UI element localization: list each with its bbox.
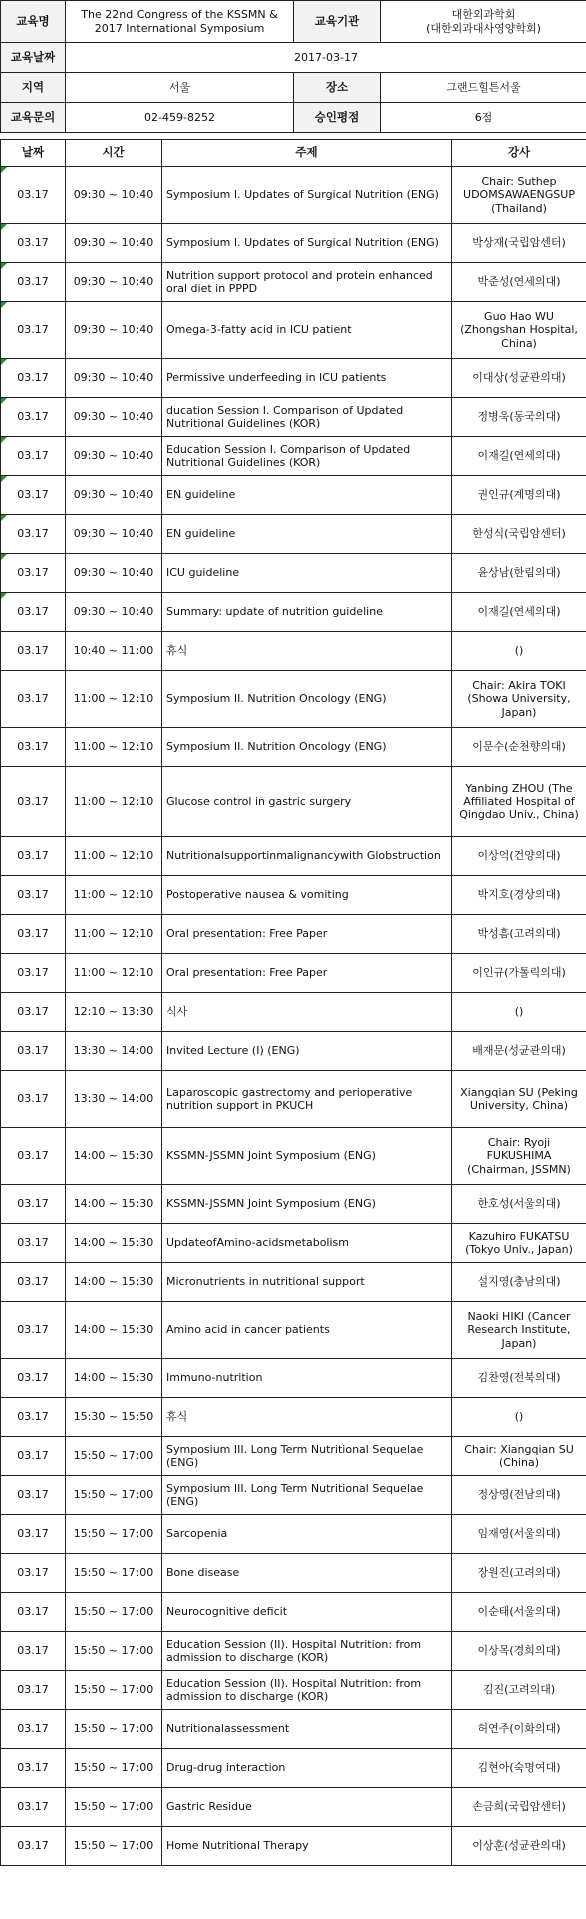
- table-row: [1, 554, 586, 593]
- table-row: [1, 993, 586, 1032]
- row-speaker: 이순태(서울의대): [452, 1593, 586, 1632]
- row-speaker: 이상훈(성균관의대): [452, 1827, 586, 1866]
- row-time: 13:30 ~ 14:00: [66, 1032, 162, 1071]
- row-topic: KSSMN-JSSMN Joint Symposium (ENG): [162, 1185, 452, 1224]
- row-speaker: 김찬영(전북의대): [452, 1359, 586, 1398]
- venue-value: 그랜드힐튼서울: [381, 73, 586, 103]
- date-value: 2017-03-17: [66, 43, 586, 73]
- table-row: [1, 1302, 586, 1359]
- row-speaker: Guo Hao WU (Zhongshan Hospital, China): [452, 302, 586, 359]
- table-row: [1, 167, 586, 224]
- row-time: 11:00 ~ 12:10: [66, 954, 162, 993]
- row-time: 14:00 ~ 15:30: [66, 1128, 162, 1185]
- table-row: [1, 1593, 586, 1632]
- row-speaker: 한성식(국립암센터): [452, 515, 586, 554]
- row-date: 03.17: [1, 837, 66, 876]
- row-speaker: 김진(고려의대): [452, 1671, 586, 1710]
- row-speaker: 이재길(연세의대): [452, 437, 586, 476]
- row-time: 09:30 ~ 10:40: [66, 554, 162, 593]
- row-time: 10:40 ~ 11:00: [66, 632, 162, 671]
- row-speaker: Yanbing ZHOU (The Affiliated Hospital of Qingdao Univ., China): [452, 767, 586, 837]
- course-name-value: The 22nd Congress of the KSSMN & 2017 International Symposium: [66, 1, 294, 43]
- row-date: 03.17: [1, 1032, 66, 1071]
- row-time: 11:00 ~ 12:10: [66, 915, 162, 954]
- row-topic: Omega-3-fatty acid in ICU patient: [162, 302, 452, 359]
- row-date: 03.17: [1, 302, 66, 359]
- row-time: 15:50 ~ 17:00: [66, 1437, 162, 1476]
- table-row: [1, 1554, 586, 1593]
- row-speaker: 이인규(가톨릭의대): [452, 954, 586, 993]
- row-topic: 휴식: [162, 632, 452, 671]
- row-speaker: 정병욱(동국의대): [452, 398, 586, 437]
- row-speaker: 손금희(국립암센터): [452, 1788, 586, 1827]
- region-label: 지역: [1, 73, 66, 103]
- row-speaker: Chair: Ryoji FUKUSHIMA (Chairman, JSSMN): [452, 1128, 586, 1185]
- row-speaker: 이대상(성균관의대): [452, 359, 586, 398]
- row-topic: Symposium III. Long Term Nutritional Sequelae (ENG): [162, 1437, 452, 1476]
- course-info-table: [0, 0, 586, 133]
- course-name-label: 교육명: [1, 1, 66, 43]
- row-time: 12:10 ~ 13:30: [66, 993, 162, 1032]
- header-date: 날짜: [1, 140, 66, 167]
- row-topic: Micronutrients in nutritional support: [162, 1263, 452, 1302]
- row-time: 09:30 ~ 10:40: [66, 593, 162, 632]
- row-topic: Nutritionalsupportinmalignancywith Globstruction: [162, 837, 452, 876]
- table-row: [1, 1476, 586, 1515]
- institution-label: 교육기관: [294, 1, 381, 43]
- row-speaker: (): [452, 1398, 586, 1437]
- row-date: 03.17: [1, 1632, 66, 1671]
- row-date: 03.17: [1, 1128, 66, 1185]
- row-topic: ICU guideline: [162, 554, 452, 593]
- row-topic: 휴식: [162, 1398, 452, 1437]
- row-speaker: 설지영(충남의대): [452, 1263, 586, 1302]
- row-time: 15:50 ~ 17:00: [66, 1554, 162, 1593]
- table-row: [1, 1515, 586, 1554]
- row-date: 03.17: [1, 1671, 66, 1710]
- table-row: [1, 632, 586, 671]
- row-topic: Symposium III. Long Term Nutritional Sequelae (ENG): [162, 1476, 452, 1515]
- row-topic: ducation Session I. Comparison of Updated Nutritional Guidelines (KOR): [162, 398, 452, 437]
- row-topic: Nutritionalassessment: [162, 1710, 452, 1749]
- row-date: 03.17: [1, 767, 66, 837]
- row-date: 03.17: [1, 1224, 66, 1263]
- row-date: 03.17: [1, 1185, 66, 1224]
- row-topic: Education Session (II). Hospital Nutrition: from admission to discharge (KOR): [162, 1632, 452, 1671]
- row-topic: Immuno-nutrition: [162, 1359, 452, 1398]
- table-row: [1, 302, 586, 359]
- credit-label: 승인평점: [294, 103, 381, 133]
- row-speaker: Xiangqian SU (Peking University, China): [452, 1071, 586, 1128]
- row-speaker: Kazuhiro FUKATSU (Tokyo Univ., Japan): [452, 1224, 586, 1263]
- row-date: 03.17: [1, 398, 66, 437]
- contact-value: 02-459-8252: [66, 103, 294, 133]
- row-time: 15:50 ~ 17:00: [66, 1515, 162, 1554]
- row-speaker: Chair: Akira TOKI (Showa University, Japan): [452, 671, 586, 728]
- table-row: [1, 915, 586, 954]
- row-date: 03.17: [1, 476, 66, 515]
- table-row: [1, 1827, 586, 1866]
- info-row-contact: [1, 103, 586, 133]
- row-time: 11:00 ~ 12:10: [66, 767, 162, 837]
- table-row: [1, 476, 586, 515]
- row-time: 14:00 ~ 15:30: [66, 1263, 162, 1302]
- row-date: 03.17: [1, 728, 66, 767]
- table-row: [1, 1071, 586, 1128]
- row-date: 03.17: [1, 632, 66, 671]
- row-topic: Bone disease: [162, 1554, 452, 1593]
- schedule-header-row: [1, 140, 586, 167]
- row-date: 03.17: [1, 915, 66, 954]
- row-topic: Symposium II. Nutrition Oncology (ENG): [162, 671, 452, 728]
- row-speaker: 임재영(서울의대): [452, 1515, 586, 1554]
- row-time: 15:50 ~ 17:00: [66, 1671, 162, 1710]
- row-time: 15:50 ~ 17:00: [66, 1827, 162, 1866]
- row-date: 03.17: [1, 1710, 66, 1749]
- row-topic: Drug-drug interaction: [162, 1749, 452, 1788]
- row-topic: Laparoscopic gastrectomy and perioperative nutrition support in PKUCH: [162, 1071, 452, 1128]
- row-topic: Oral presentation: Free Paper: [162, 954, 452, 993]
- row-time: 11:00 ~ 12:10: [66, 671, 162, 728]
- row-topic: Symposium I. Updates of Surgical Nutrition (ENG): [162, 224, 452, 263]
- row-topic: Neurocognitive deficit: [162, 1593, 452, 1632]
- row-speaker: Chair: Suthep UDOMSAWAENGSUP (Thailand): [452, 167, 586, 224]
- row-date: 03.17: [1, 224, 66, 263]
- row-speaker: 한호성(서울의대): [452, 1185, 586, 1224]
- row-speaker: 박준성(연세의대): [452, 263, 586, 302]
- row-date: 03.17: [1, 1302, 66, 1359]
- row-time: 15:50 ~ 17:00: [66, 1632, 162, 1671]
- row-speaker: 이상목(경희의대): [452, 1632, 586, 1671]
- table-row: [1, 224, 586, 263]
- row-date: 03.17: [1, 993, 66, 1032]
- row-speaker: 정상영(전남의대): [452, 1476, 586, 1515]
- table-row: [1, 1437, 586, 1476]
- row-time: 09:30 ~ 10:40: [66, 437, 162, 476]
- row-topic: Symposium II. Nutrition Oncology (ENG): [162, 728, 452, 767]
- row-date: 03.17: [1, 263, 66, 302]
- table-row: [1, 1788, 586, 1827]
- row-date: 03.17: [1, 515, 66, 554]
- row-topic: 식사: [162, 993, 452, 1032]
- row-date: 03.17: [1, 1593, 66, 1632]
- row-speaker: 김현아(숙명여대): [452, 1749, 586, 1788]
- row-speaker: 박지호(경상의대): [452, 876, 586, 915]
- row-date: 03.17: [1, 1554, 66, 1593]
- venue-label: 장소: [294, 73, 381, 103]
- table-row: [1, 437, 586, 476]
- table-row: [1, 671, 586, 728]
- row-time: 09:30 ~ 10:40: [66, 398, 162, 437]
- row-date: 03.17: [1, 554, 66, 593]
- row-date: 03.17: [1, 1515, 66, 1554]
- row-date: 03.17: [1, 1788, 66, 1827]
- row-speaker: Naoki HIKI (Cancer Research Institute, Japan): [452, 1302, 586, 1359]
- row-date: 03.17: [1, 1398, 66, 1437]
- row-date: 03.17: [1, 437, 66, 476]
- row-topic: Oral presentation: Free Paper: [162, 915, 452, 954]
- table-row: [1, 876, 586, 915]
- table-row: [1, 1632, 586, 1671]
- row-time: 09:30 ~ 10:40: [66, 359, 162, 398]
- row-date: 03.17: [1, 1476, 66, 1515]
- row-time: 09:30 ~ 10:40: [66, 302, 162, 359]
- row-time: 09:30 ~ 10:40: [66, 263, 162, 302]
- row-date: 03.17: [1, 1437, 66, 1476]
- table-row: [1, 1749, 586, 1788]
- row-topic: Gastric Residue: [162, 1788, 452, 1827]
- row-speaker: 배재문(성균관의대): [452, 1032, 586, 1071]
- row-time: 15:50 ~ 17:00: [66, 1788, 162, 1827]
- region-value: 서울: [66, 73, 294, 103]
- row-date: 03.17: [1, 671, 66, 728]
- row-date: 03.17: [1, 1827, 66, 1866]
- row-speaker: 권인규(계명의대): [452, 476, 586, 515]
- table-row: [1, 954, 586, 993]
- row-time: 13:30 ~ 14:00: [66, 1071, 162, 1128]
- table-row: [1, 263, 586, 302]
- row-speaker: 박성흠(고려의대): [452, 915, 586, 954]
- row-date: 03.17: [1, 876, 66, 915]
- row-topic: Amino acid in cancer patients: [162, 1302, 452, 1359]
- row-date: 03.17: [1, 1749, 66, 1788]
- row-time: 14:00 ~ 15:30: [66, 1224, 162, 1263]
- table-row: [1, 837, 586, 876]
- row-topic: Invited Lecture (I) (ENG): [162, 1032, 452, 1071]
- table-row: [1, 1359, 586, 1398]
- row-time: 11:00 ~ 12:10: [66, 728, 162, 767]
- row-topic: Education Session I. Comparison of Updated Nutritional Guidelines (KOR): [162, 437, 452, 476]
- row-topic: Nutrition support protocol and protein enhanced oral diet in PPPD: [162, 263, 452, 302]
- schedule-table: [0, 139, 586, 1866]
- table-row: [1, 767, 586, 837]
- row-speaker: 박상재(국립암센터): [452, 224, 586, 263]
- row-date: 03.17: [1, 954, 66, 993]
- header-speaker: 강사: [452, 140, 586, 167]
- table-row: [1, 593, 586, 632]
- row-speaker: 이문수(순천향의대): [452, 728, 586, 767]
- table-row: [1, 728, 586, 767]
- row-speaker: (): [452, 632, 586, 671]
- table-row: [1, 1224, 586, 1263]
- table-row: [1, 515, 586, 554]
- row-time: 15:50 ~ 17:00: [66, 1710, 162, 1749]
- header-topic: 주제: [162, 140, 452, 167]
- row-topic: Symposium I. Updates of Surgical Nutrition (ENG): [162, 167, 452, 224]
- table-row: [1, 1032, 586, 1071]
- row-time: 15:50 ~ 17:00: [66, 1476, 162, 1515]
- row-topic: Postoperative nausea & vomiting: [162, 876, 452, 915]
- row-topic: EN guideline: [162, 476, 452, 515]
- table-row: [1, 1185, 586, 1224]
- table-row: [1, 398, 586, 437]
- row-topic: Permissive underfeeding in ICU patients: [162, 359, 452, 398]
- table-row: [1, 1398, 586, 1437]
- row-time: 09:30 ~ 10:40: [66, 224, 162, 263]
- table-row: [1, 1710, 586, 1749]
- row-topic: UpdateofAmino-acidsmetabolism: [162, 1224, 452, 1263]
- row-speaker: 윤상남(한림의대): [452, 554, 586, 593]
- row-speaker: 허연주(이화의대): [452, 1710, 586, 1749]
- row-topic: Glucose control in gastric surgery: [162, 767, 452, 837]
- header-time: 시간: [66, 140, 162, 167]
- row-date: 03.17: [1, 1263, 66, 1302]
- date-label: 교육날짜: [1, 43, 66, 73]
- row-date: 03.17: [1, 359, 66, 398]
- info-row-location: [1, 73, 586, 103]
- row-time: 14:00 ~ 15:30: [66, 1185, 162, 1224]
- row-time: 15:50 ~ 17:00: [66, 1593, 162, 1632]
- row-topic: Education Session (II). Hospital Nutrition: from admission to discharge (KOR): [162, 1671, 452, 1710]
- row-date: 03.17: [1, 1071, 66, 1128]
- row-time: 15:30 ~ 15:50: [66, 1398, 162, 1437]
- row-time: 11:00 ~ 12:10: [66, 837, 162, 876]
- row-date: 03.17: [1, 593, 66, 632]
- row-topic: Sarcopenia: [162, 1515, 452, 1554]
- row-time: 09:30 ~ 10:40: [66, 515, 162, 554]
- row-speaker: 장원진(고려의대): [452, 1554, 586, 1593]
- row-time: 11:00 ~ 12:10: [66, 876, 162, 915]
- row-speaker: Chair: Xiangqian SU (China): [452, 1437, 586, 1476]
- row-speaker: 이상억(건양의대): [452, 837, 586, 876]
- row-time: 14:00 ~ 15:30: [66, 1302, 162, 1359]
- row-date: 03.17: [1, 1359, 66, 1398]
- row-topic: KSSMN-JSSMN Joint Symposium (ENG): [162, 1128, 452, 1185]
- table-row: [1, 1128, 586, 1185]
- info-row-date: [1, 43, 586, 73]
- row-topic: Home Nutritional Therapy: [162, 1827, 452, 1866]
- institution-value: 대한외과학회 (대한외과대사영양학회): [381, 1, 586, 43]
- table-row: [1, 359, 586, 398]
- row-date: 03.17: [1, 167, 66, 224]
- row-topic: EN guideline: [162, 515, 452, 554]
- info-row-course: [1, 1, 586, 43]
- row-speaker: 이재길(연세의대): [452, 593, 586, 632]
- credit-value: 6점: [381, 103, 586, 133]
- contact-label: 교육문의: [1, 103, 66, 133]
- table-row: [1, 1263, 586, 1302]
- table-row: [1, 1671, 586, 1710]
- row-topic: Summary: update of nutrition guideline: [162, 593, 452, 632]
- row-speaker: (): [452, 993, 586, 1032]
- row-time: 09:30 ~ 10:40: [66, 167, 162, 224]
- row-time: 09:30 ~ 10:40: [66, 476, 162, 515]
- row-time: 14:00 ~ 15:30: [66, 1359, 162, 1398]
- row-time: 15:50 ~ 17:00: [66, 1749, 162, 1788]
